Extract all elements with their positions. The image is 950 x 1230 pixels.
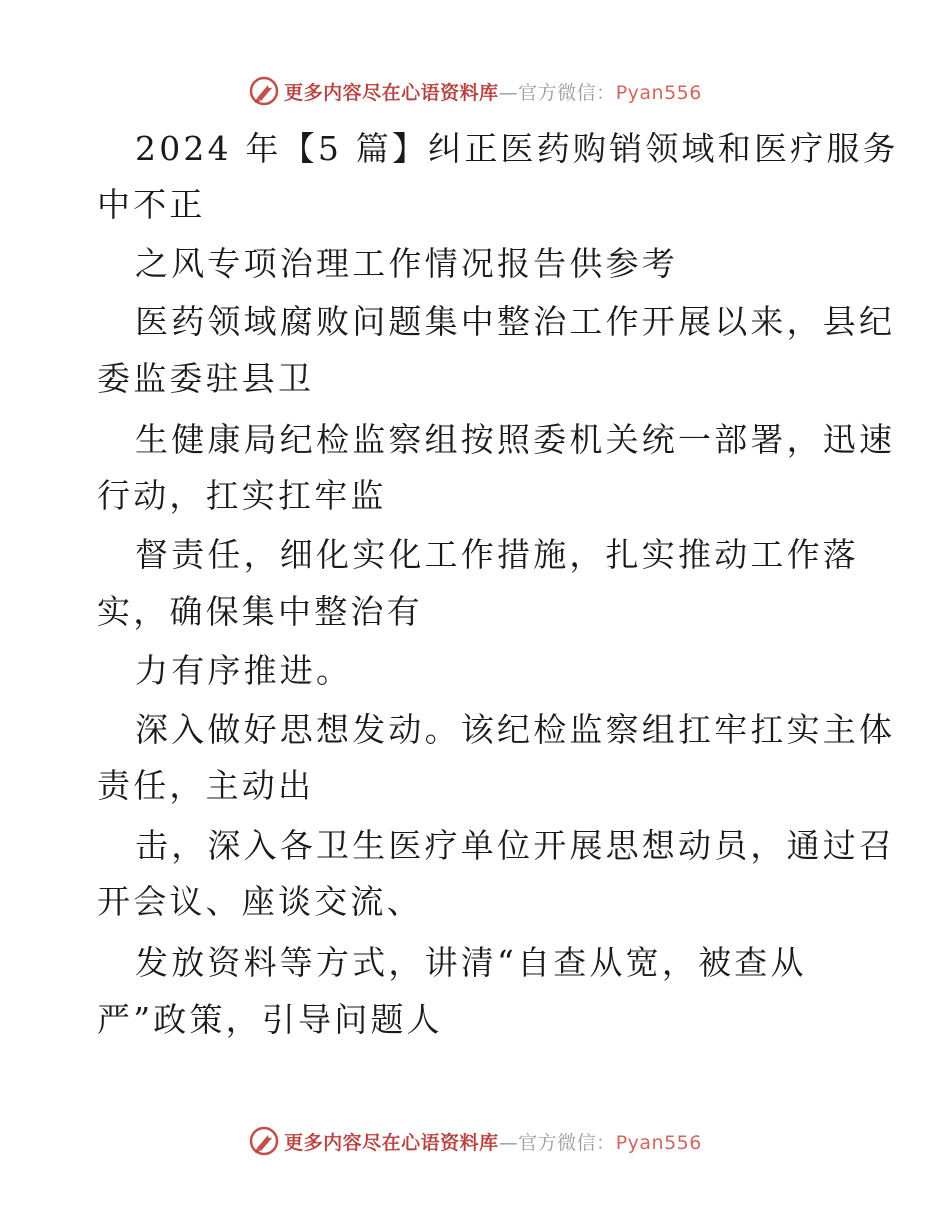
paragraph-line: 深入做好思想发动。该纪检监察组扛牢扛实主体 [135,710,896,749]
watermark-text: 更多内容尽在心语资料库—官方微信：Pyan556 [284,1131,702,1154]
paragraph-line: 生健康局纪检监察组按照委机关统一部署，迅速 [135,420,896,459]
watermark-text: 更多内容尽在心语资料库—官方微信：Pyan556 [284,81,702,104]
title-line-2: 中不正 [97,185,206,224]
paragraph-line: 委监委驻县卫 [97,359,315,398]
title-line-1: 2024 年【5 篇】纠正医药购销领域和医疗服务 [135,129,899,168]
paragraph-line: 督责任，细化实化工作措施，扎实推动工作落 [135,535,859,574]
pen-circle-icon [248,1125,280,1157]
paragraph-line: 严”政策，引导问题人 [97,1000,443,1039]
paragraph-line: 击，深入各卫生医疗单位开展思想动员，通过召 [135,826,896,865]
paragraph-line: 实，确保集中整治有 [97,592,423,631]
paragraph-line: 医药领域腐败问题集中整治工作开展以来，县纪 [135,302,896,341]
paragraph-line: 责任，主动出 [97,766,315,805]
footer-watermark [0,1121,950,1161]
paragraph-line: 发放资料等方式，讲清“自查从宽，被查从 [135,943,807,982]
paragraph-line: 开会议、座谈交流、 [97,882,423,921]
paragraph-line: 行动，扛实扛牢监 [97,476,387,515]
paragraph-line: 力有序推进。 [135,651,353,690]
title-line-3: 之风专项治理工作情况报告供参考 [135,244,678,283]
